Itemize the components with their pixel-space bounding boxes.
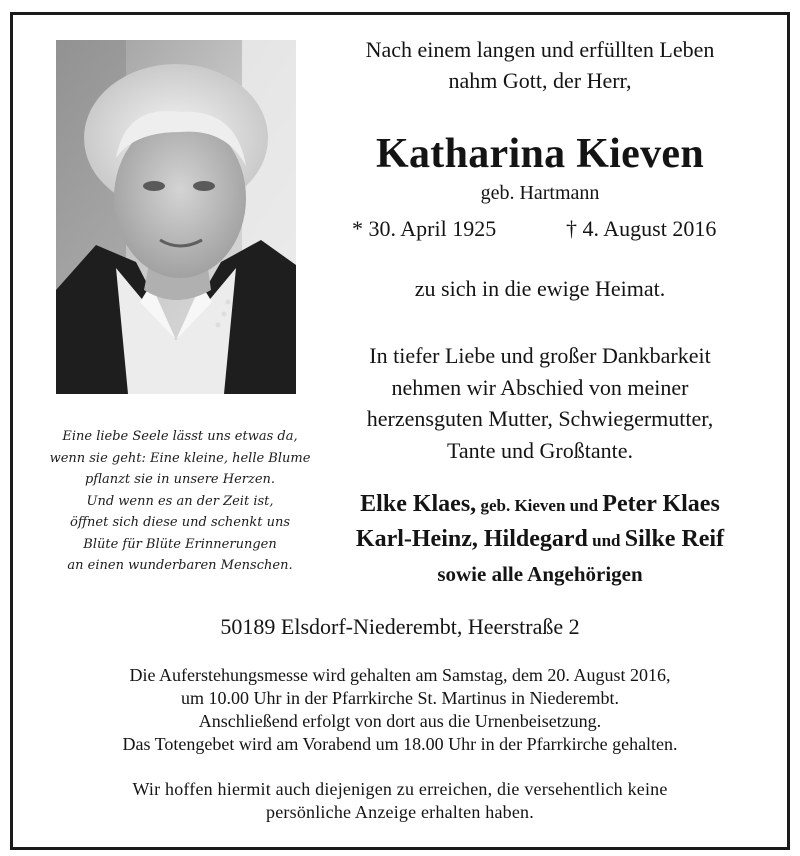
farewell-line: In tiefer Liebe und großer Dankbarkeit [369, 343, 711, 368]
poem-line: Und wenn es an der Zeit ist, [86, 493, 274, 509]
poem-block [30, 426, 330, 577]
service-line: Anschließend erfolgt von dort aus die Urnenbeisetzung. [198, 711, 602, 731]
mourner-name: Silke Reif [624, 526, 725, 552]
closing-note [0, 778, 800, 824]
poem-line: an einen wunderbaren Menschen. [67, 558, 293, 573]
heimat-line: zu sich in die ewige Heimat. [414, 276, 666, 301]
intro-line: nahm Gott, der Herr, [448, 68, 632, 93]
portrait-photo [56, 40, 296, 394]
closing-line: Wir hoffen hiermit auch diejenigen zu erreichen, die versehentlich keine [132, 779, 668, 799]
poem-line: Blüte für Blüte Erinnerungen [83, 536, 277, 552]
intro-line: Nach einem langen und erfüllten Leben [365, 37, 715, 62]
maiden-name: geb. Hartmann [480, 182, 600, 204]
service-info [0, 664, 800, 756]
mourners-line-3: sowie alle Angehörigen [437, 562, 643, 586]
mourner-name: Peter Klaes [602, 491, 720, 517]
death-date: † 4. August 2016 [566, 216, 717, 241]
service-line: um 10.00 Uhr in der Pfarrkirche St. Martinus in Niederembt. [181, 688, 619, 708]
address-line: 50189 Elsdorf-Niederembt, Heerstraße 2 [220, 614, 580, 639]
service-line: Das Totengebet wird am Vorabend um 18.00 Uhr in der Pfarrkirche gehalten. [122, 734, 678, 754]
mourner-connector: und [587, 531, 625, 550]
birth-date: * 30. April 1925 [352, 216, 497, 241]
mourner-name: Elke Klaes, [360, 491, 477, 517]
farewell-line: Tante und Großtante. [446, 437, 633, 463]
poem-line: öffnet sich diese und schenkt uns [70, 515, 290, 530]
service-line: Die Auferstehungsmesse wird gehalten am Samstag, dem 20. August 2016, [129, 665, 671, 685]
poem-line: Eine liebe Seele lässt uns etwas da, [62, 429, 298, 444]
mourners-block [310, 488, 770, 591]
mourners-line-2 [310, 523, 770, 558]
farewell-line: herzensguten Mutter, Schwiegermutter, [366, 406, 714, 431]
intro-text [320, 34, 760, 96]
farewell-line: nehmen wir Abschied von meiner [391, 374, 689, 400]
poem-line: pflanzt sie in unsere Herzen. [84, 472, 276, 487]
mourner-name: Karl-Heinz, Hildegard [355, 526, 588, 552]
closing-line: persönliche Anzeige erhalten haben. [266, 802, 534, 822]
poem-line: wenn sie geht: Eine kleine, helle Blume [49, 450, 311, 466]
farewell-text [320, 340, 760, 466]
mourner-connector: geb. Kieven und [476, 496, 603, 515]
mourners-line-1 [310, 488, 770, 523]
deceased-name: Katharina Kieven [376, 131, 704, 177]
